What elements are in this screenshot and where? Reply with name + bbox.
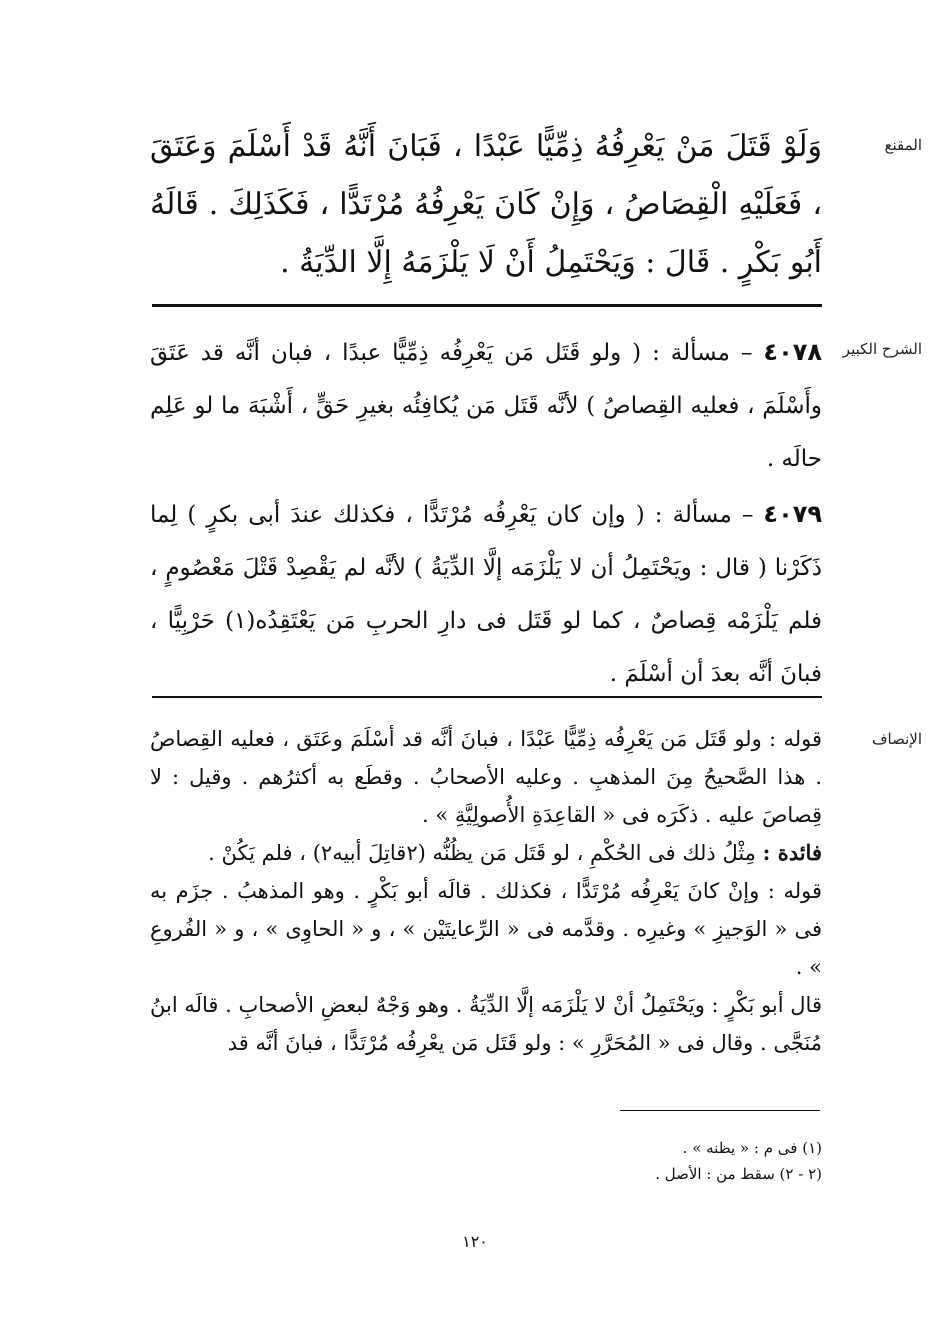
sharh-issue-4079 [150, 488, 822, 701]
muqni-paragraph: وَلَوْ قَتَلَ مَنْ يَعْرِفُهُ ذِمِّيًّا عَبْدًا ، فَبَانَ أَنَّهُ قَدْ أَسْلَمَ وَعَتَقَ ، فَعَلَيْهِ الْقِصَاصُ ، وَإِنْ كَانَ يَعْرِفُهُ مُرْتَدًّا ، فَكَذَلِكَ . قَالَهُ أَبُو بَكْرٍ . قَالَ : وَيَحْتَمِلُ أَنْ لَا يَلْزَمَهُ إِلَّا الدِّيَةُ . [150, 129, 822, 280]
insaf-paragraph: قال أبو بَكْرٍ : ويَحْتَمِلُ أنْ لا يَلْزَمَه إلَّا الدِّيَةُ . وهو وَجْهٌ لبعضِ الأصحابِ . قالَه ابنُ مُنَجَّى . وقال فى « المُحَرَّرِ » : ولو قَتَل مَن يعْرِفُه مُرْتَدًّا ، فبانَ أنَّه قد [150, 993, 822, 1055]
issue-number: ٤٠٧٩ [763, 500, 823, 528]
footnote-2: (٢ - ٢) سقط من : الأصل . [655, 1165, 822, 1183]
issue-text: – مسألة : ( ولو قَتَل مَن يَعْرِفُه ذِمِّيًّا عبدًا ، فبان أنَّه قد عَتَقَ وأَسْلَمَ ، فعليه القِصاصُ ) لأنَّه قَتَل مَن يُكافِئُه بغيرِ حَقٍّ ، أَشْبَهَ ما لو عَلِم حالَه . [150, 340, 822, 472]
section-divider-thin [152, 696, 822, 698]
section-divider-thick [152, 304, 822, 307]
insaf-paragraph [150, 834, 822, 872]
benefit-text: مِثْلُ ذلك فى الحُكْمِ ، لو قَتَل مَن يظُنُّه (٢قاتِلَ أبيه٢) ، فلم يَكُنْ . [208, 841, 756, 865]
insaf-text [150, 720, 822, 1062]
page-number: ١٢٠ [462, 1232, 488, 1251]
sharh-issue-4078 [150, 326, 822, 486]
footnotes [300, 1135, 822, 1187]
insaf-paragraph: قوله : ولو قَتَل مَن يَعْرِفُه ذِمِّيًّا عَبْدًا ، فبانَ أنَّه قد أسْلَمَ وعَتَق ، فعليه القِصاصُ . هذا الصَّحيحُ مِنَ المذهبِ . وعليه الأصحابُ . وقطَع به أكثرُهم . وقيل : لا قِصاصَ عليه . ذكَرَه فى « القاعِدَةِ الأُصولِيَّةِ » . [150, 727, 822, 827]
section-label-muqni: المقنع [884, 136, 922, 154]
issue-text: – مسألة : ( وإن كان يَعْرِفُه مُرْتَدًّا ، فكذلك عندَ أبى بكرٍ ) لِما ذَكَرْنا ( قال : ويَحْتَمِلُ أن لا يَلْزَمَه إلَّا الدِّيَةُ ) لأنَّه لم يَقْصِدْ قَتْلَ مَعْصُومٍ ، فلم يَلْزَمْه قِصاصٌ ، كما لو قَتَل فى دارِ الحربِ مَن يَعْتَقِدُه(١) حَرْبِيًّا ، فبانَ أنَّه بعدَ أن أسْلَمَ . [150, 502, 822, 687]
insaf-paragraph: قوله : وإنْ كانَ يَعْرِفُه مُرْتَدًّا ، فكذلك . قالَه أبو بَكْرٍ . وهو المذهبُ . جزَم به فى « الوَجيزِ » وغيرِه . وقدَّمه فى « الرِّعايتَيْن » ، و « الحاوِى » ، و « الفُروعِ » . [150, 879, 822, 979]
footnote-1: (١) فى م : « يظنه » . [682, 1139, 822, 1157]
footnote-divider [620, 1110, 820, 1111]
muqni-text [150, 118, 822, 292]
section-label-sharh: الشرح الكبير [842, 340, 922, 358]
section-label-insaf: الإنصاف [871, 730, 922, 748]
benefit-lead: فائدة : [762, 840, 822, 865]
issue-number: ٤٠٧٨ [763, 338, 823, 366]
